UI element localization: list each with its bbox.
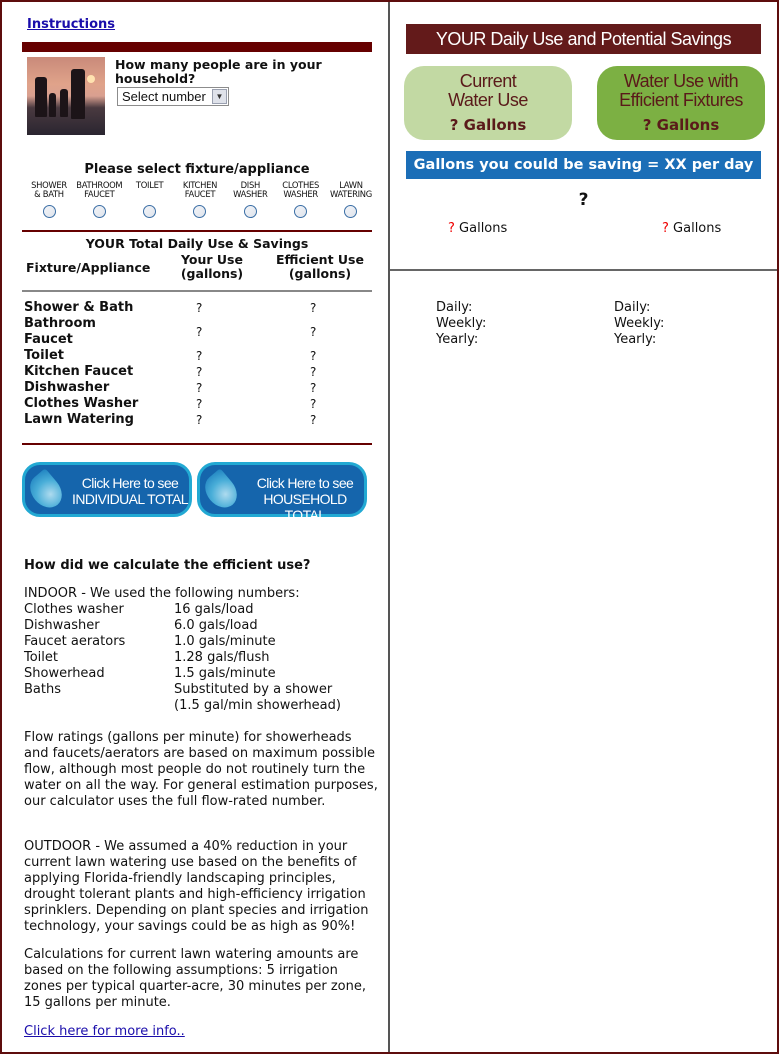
table-row: Lawn Watering ? ? (24, 412, 317, 427)
figure-silhouette (71, 69, 85, 119)
individual-total-button[interactable]: Click Here to see INDIVIDUAL TOTAL (22, 462, 192, 517)
radio-lawn-watering[interactable] (344, 205, 357, 218)
family-photo (27, 57, 105, 135)
lawn-paragraph: Calculations for current lawn watering amounts are based on the following assumptions: 5 irrigation zones per typical quarter-acre, 30 minutes per zone, 15 gallons per minute. (24, 947, 366, 1010)
table-row: Bathroom Faucet (24, 316, 96, 347)
fixture-option-toilet[interactable]: TOILET (125, 181, 175, 218)
table-row: Shower & Bath ? ? (24, 300, 317, 315)
radio-dishwasher[interactable] (244, 205, 257, 218)
radio-kitchen-faucet[interactable] (193, 205, 206, 218)
table-row: Dishwasher ? ? (24, 380, 317, 395)
savings-bar: Gallons you could be saving = XX per day (406, 151, 761, 179)
divider (22, 290, 372, 292)
fixture-option-kitchen-faucet[interactable]: KITCHEN FAUCET (175, 181, 225, 218)
household-question: How many people are in your household? (115, 57, 322, 86)
efficient-water-use-card: Water Use with Efficient Fixtures ? Gallons (597, 66, 765, 140)
household-size-select[interactable] (117, 87, 229, 106)
water-drop-icon (199, 468, 244, 514)
table-row: Kitchen Faucet ? ? (24, 364, 317, 379)
radio-toilet[interactable] (143, 205, 156, 218)
outdoor-paragraph: OUTDOOR - We assumed a 40% reduction in your current lawn watering use based on the benefits of applying Florida-friendly landscaping principles, drought tolerant plants and high-efficiency irrigation sprinklers. Depending on plant species and irrigation technology, your savings could be as high as 90%! (24, 839, 369, 934)
select-value: Select number (122, 89, 206, 104)
fixture-option-lawn-watering[interactable]: LAWN WATERING (326, 181, 376, 218)
fixture-select-title: Please select fixture/appliance (84, 162, 310, 177)
calculator-panel: Instructions How many people are in your household? Select number ▼ Please select fixture/appliance SHOWER & BATH BATHROOM FAUCET TOILET KITCHEN FAUCET DISH WASHER CLOTHES WASHER LAWN WATERING YOUR Total Daily Use & Savings Fixture/Appliance Your Use (gallons) Efficient Use (gallons) Shower & Bath ? ? Bathroom Faucet ? ? Toilet ? ? Kitchen Faucet ? ? Dishwasher ? ? Clothes Washer ? ? Lawn Watering ? ? Click Here to see INDIVIDUAL TOTAL Click Here to see HOUSEHOLD TOTAL How did we calculate the efficient use? INDOOR - We used the following numbers: Clothes washer 16 gals/load Dishwasher 6.0 gals/load Faucet aerators 1.0 gals/minute Toilet 1.28 gals/flush Showerhead 1.5 gals/minute Baths Substituted by a shower (1.5 gal/min showerhead) Flow ratings (gallons per minute) for showerheads and faucets/aerators are based on maximum possible flow, although most people do not routinely turn the water on all the way. For general estimation purposes, our calculator uses the full flow-rated number. OUTDOOR - We assumed a 40% reduction in your current lawn watering use based on the benefits of applying Florida-friendly landscaping principles, drought tolerant plants and high-efficiency irrigation sprinklers. Depending on plant species and irrigation technology, your savings could be as high as 90%! Calculations for current lawn watering amounts are based on the following assumptions: 5 irrigation zones per typical quarter-acre, 30 minutes per zone, 15 gallons per minute. Click here for more info.. (24, 17, 378, 1039)
divider (22, 443, 372, 445)
household-total-button[interactable]: Click Here to see HOUSEHOLD TOTAL (197, 462, 367, 517)
efficient-gallons-summary: ? Gallons (662, 221, 722, 236)
calc-title: How did we calculate the efficient use? (24, 558, 311, 573)
table-row: Clothes Washer ? ? (24, 396, 317, 411)
efficient-gallons: ? Gallons (642, 116, 720, 134)
divider (22, 230, 372, 232)
indoor-intro: INDOOR - We used the following numbers: (24, 586, 300, 601)
current-water-use-card: Current Water Use ? Gallons (404, 66, 572, 140)
current-gallons: ? Gallons (449, 116, 527, 134)
instructions-link[interactable]: Instructions (27, 17, 116, 32)
figure-silhouette (35, 77, 47, 117)
radio-clothes-washer[interactable] (294, 205, 307, 218)
divider (390, 269, 777, 271)
efficient-period-breakdown: Daily: Weekly: Yearly: (614, 300, 665, 347)
section-divider-bar (22, 42, 372, 52)
water-drop-icon (24, 468, 69, 514)
fixture-option-shower-bath[interactable]: SHOWER & BATH (24, 181, 74, 218)
radio-shower-bath[interactable] (43, 205, 56, 218)
figure-silhouette (49, 93, 56, 117)
fixture-option-dishwasher[interactable]: DISH WASHER (225, 181, 275, 218)
results-header: YOUR Daily Use and Potential Savings (406, 24, 761, 54)
table-row: Toilet ? ? (24, 348, 317, 363)
flow-paragraph: Flow ratings (gallons per minute) for showerheads and faucets/aerators are based on maximum possible flow, although most people do not routinely turn the water on all the way. For general estimation purposes, our calculator uses the full flow-rated number. (24, 730, 378, 809)
chevron-down-icon[interactable]: ▼ (212, 89, 227, 104)
col-header-efficient-use: Efficient Use (gallons) (276, 252, 364, 281)
figure-silhouette (60, 89, 68, 117)
fixture-option-bathroom-faucet[interactable]: BATHROOM FAUCET (74, 181, 124, 218)
current-period-breakdown: Daily: Weekly: Yearly: (436, 300, 487, 347)
current-gallons-summary: ? Gallons (448, 221, 508, 236)
fixture-radio-group (24, 181, 376, 218)
radio-bathroom-faucet[interactable] (93, 205, 106, 218)
col-header-fixture: Fixture/Appliance (26, 260, 151, 275)
col-header-your-use: Your Use (gallons) (180, 252, 244, 281)
savings-value: ? (578, 190, 589, 210)
results-panel (390, 2, 777, 1052)
sun-shape (87, 75, 95, 83)
totals-title: YOUR Total Daily Use & Savings (85, 236, 309, 251)
fixture-option-clothes-washer[interactable]: CLOTHES WASHER (276, 181, 326, 218)
more-info-link[interactable]: Click here for more info.. (24, 1024, 185, 1039)
